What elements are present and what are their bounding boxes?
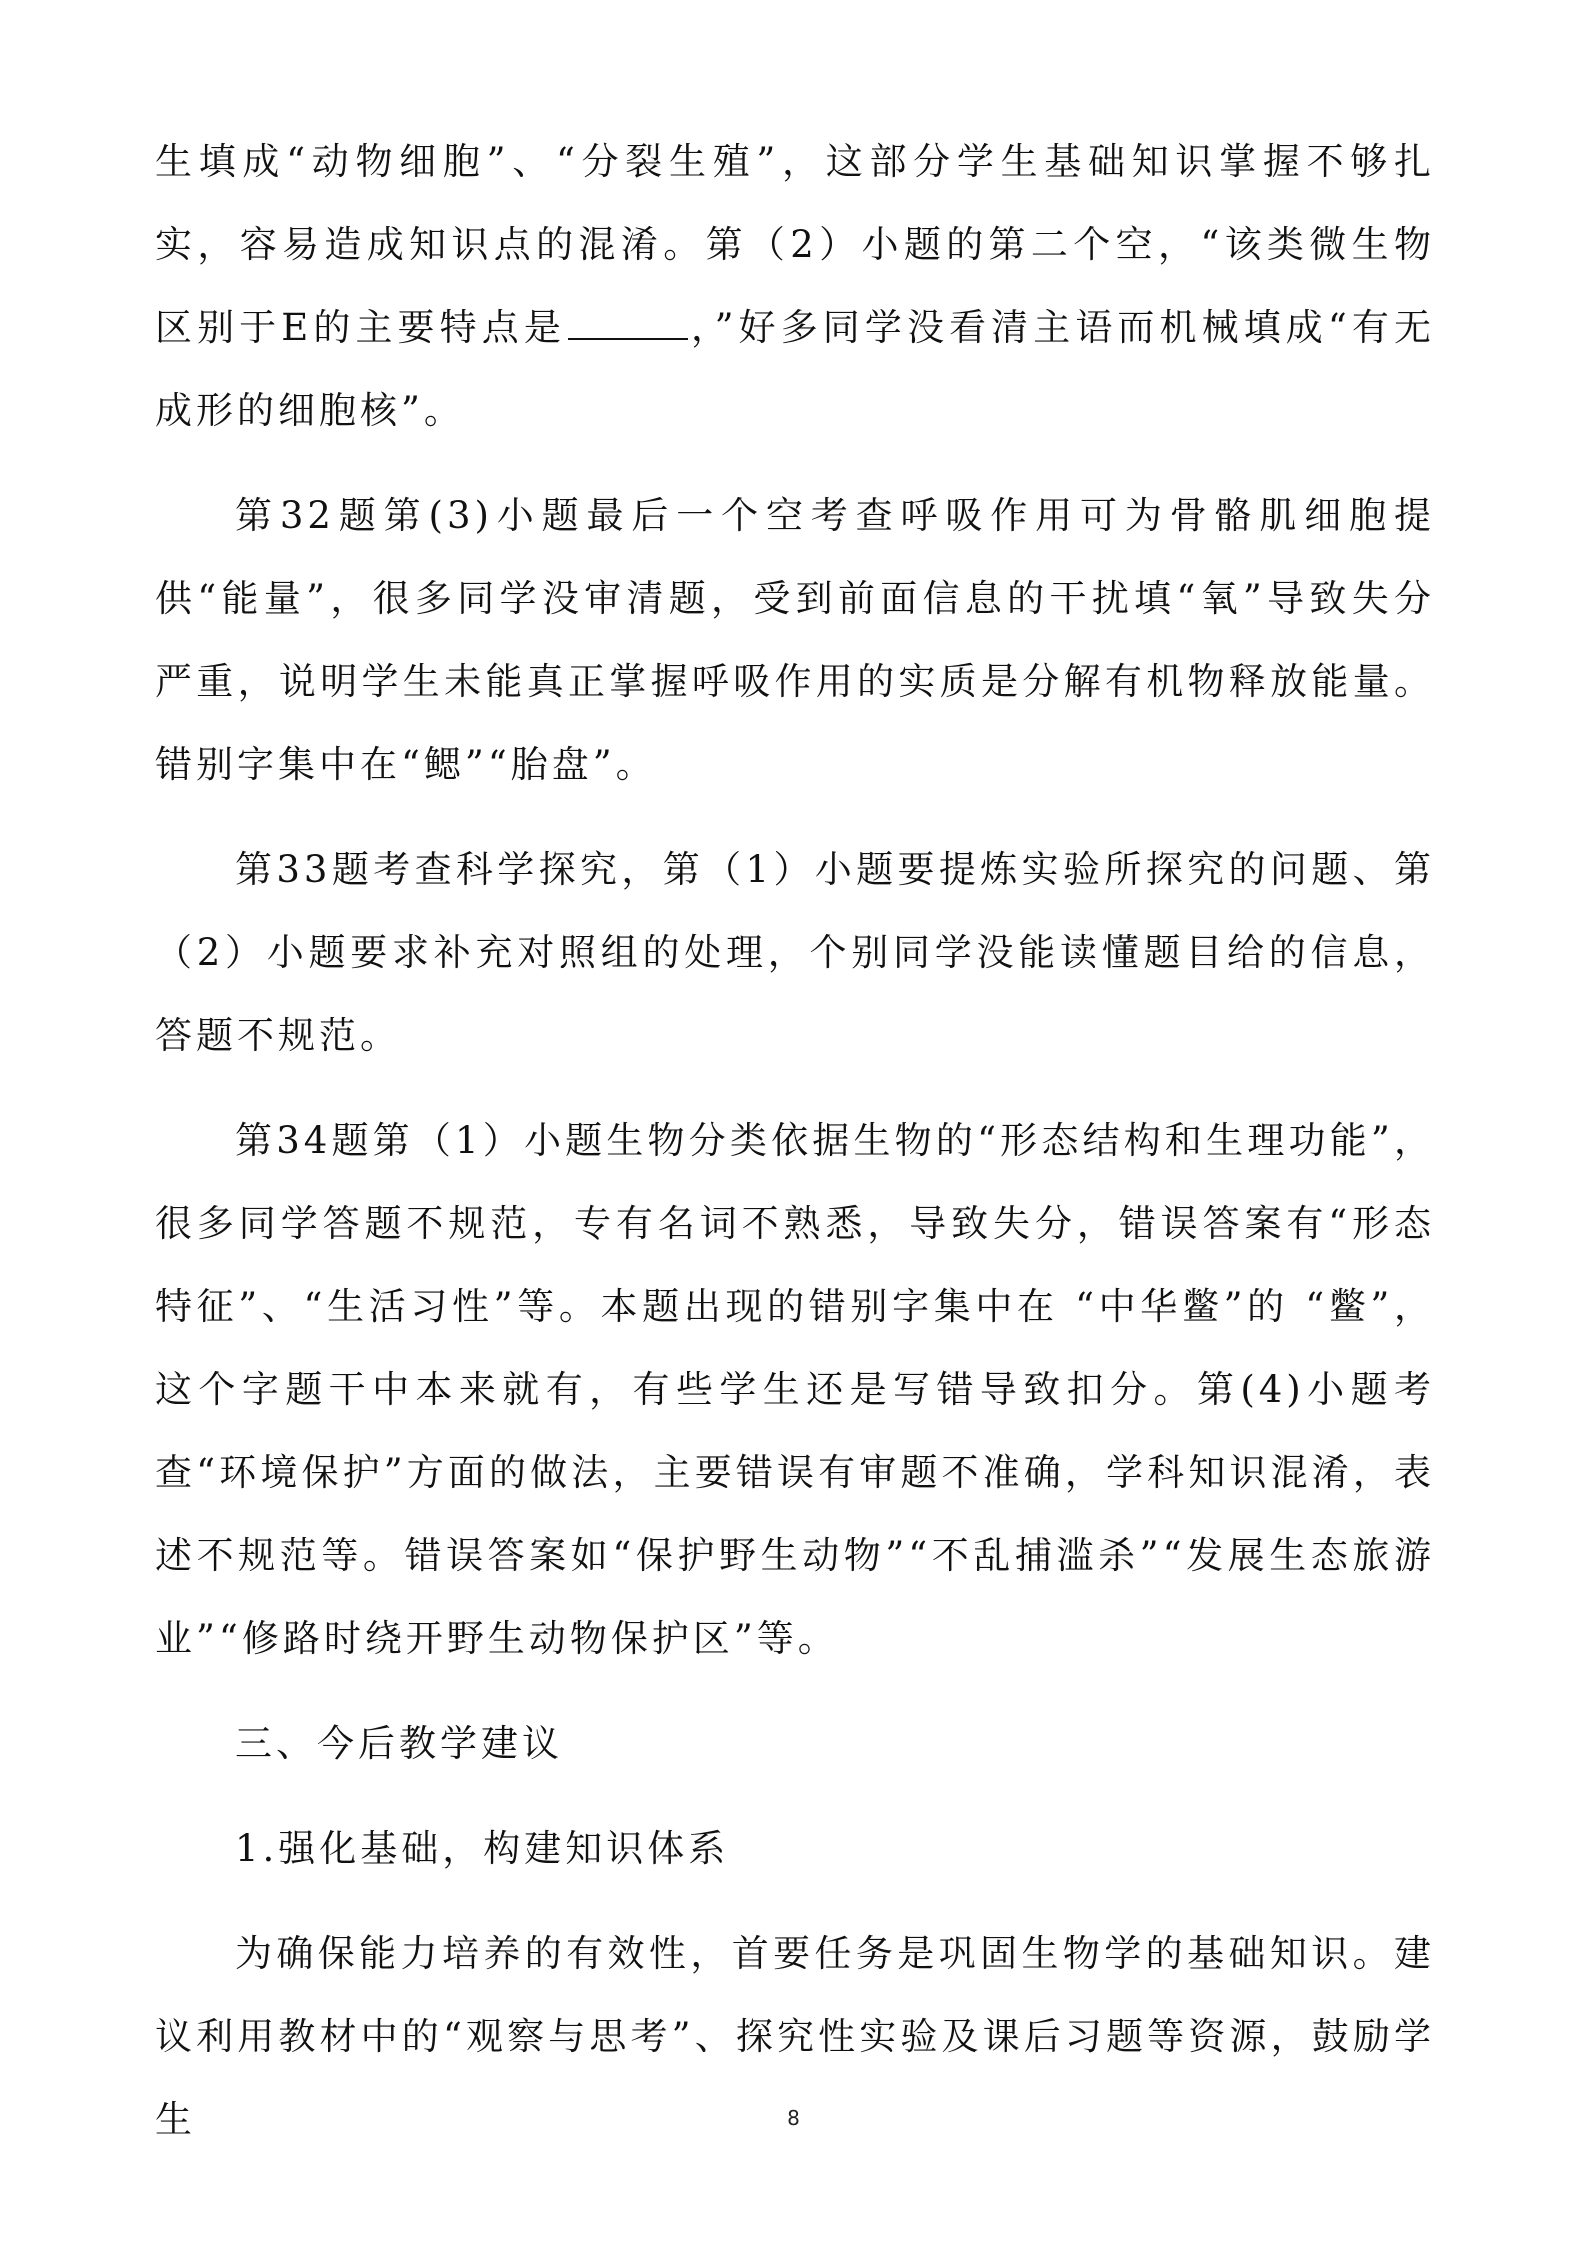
paragraph-question-33: 第33题考查科学探究，第（1）小题要提炼实验所探究的问题、第（2）小题要求补充对照组的处理，个别同学没能读懂题目给的信息，答题不规范。 [155, 848, 1435, 1057]
paragraph-suggestion: 为确保能力培养的有效性，首要任务是巩固生物学的基础知识。建议利用教材中的“观察与思考”、探究性实验及课后习题等资源，鼓励学生 [155, 1932, 1435, 2141]
subsection-heading: 1.强化基础，构建知识体系 [235, 1827, 730, 1870]
document-body [155, 120, 1435, 2161]
paragraph-question-34: 第34题第（1）小题生物分类依据生物的“形态结构和生理功能”，很多同学答题不规范，专有名词不熟悉，导致失分，错误答案有“形态特征”、“生活习性”等。本题出现的错别字集中在 “中华鳖”的 “鳖”，这个字题干中本来就有，有些学生还是写错导致扣分。第(4)小题考查“环境保护”方面的做法，主要错误有审题不准确，学科知识混淆，表述不规范等。错误答案如“保护野生动物”“不乱捕滥杀”“发展生态旅游业”“修路时绕开野生动物保护区”等。 [155, 1119, 1435, 1660]
paragraph-spacer [155, 1680, 1435, 1702]
paragraph-question-31-continued [155, 120, 1435, 452]
section-heading: 三、今后教学建议 [235, 1722, 563, 1765]
paragraph-spacer [155, 806, 1435, 828]
fill-in-blank-line [568, 308, 688, 340]
paragraph-question-32: 第32题第(3)小题最后一个空考查呼吸作用可为骨骼肌细胞提供“能量”，很多同学没审清题，受到前面信息的干扰填“氧”导致失分严重，说明学生未能真正掌握呼吸作用的实质是分解有机物释放能量。错别字集中在“鳃”“胎盘”。 [155, 494, 1435, 786]
paragraph-spacer [155, 1785, 1435, 1807]
page-number: 8 [787, 2106, 800, 2130]
paragraph-spacer [155, 1077, 1435, 1099]
paragraph-text: 生填成“动物细胞”、“分裂生殖”，这部分学生基础知识掌握不够扎实，容易造成知识点的混淆。第（2）小题的第二个空，“该类微生物区别于E的主要特点是 [155, 140, 1435, 349]
paragraph-text: ，”好多同学没看清主语而机械填成“有无成形的细胞核”。 [155, 306, 1435, 432]
paragraph-spacer [155, 1890, 1435, 1912]
paragraph-spacer [155, 452, 1435, 474]
